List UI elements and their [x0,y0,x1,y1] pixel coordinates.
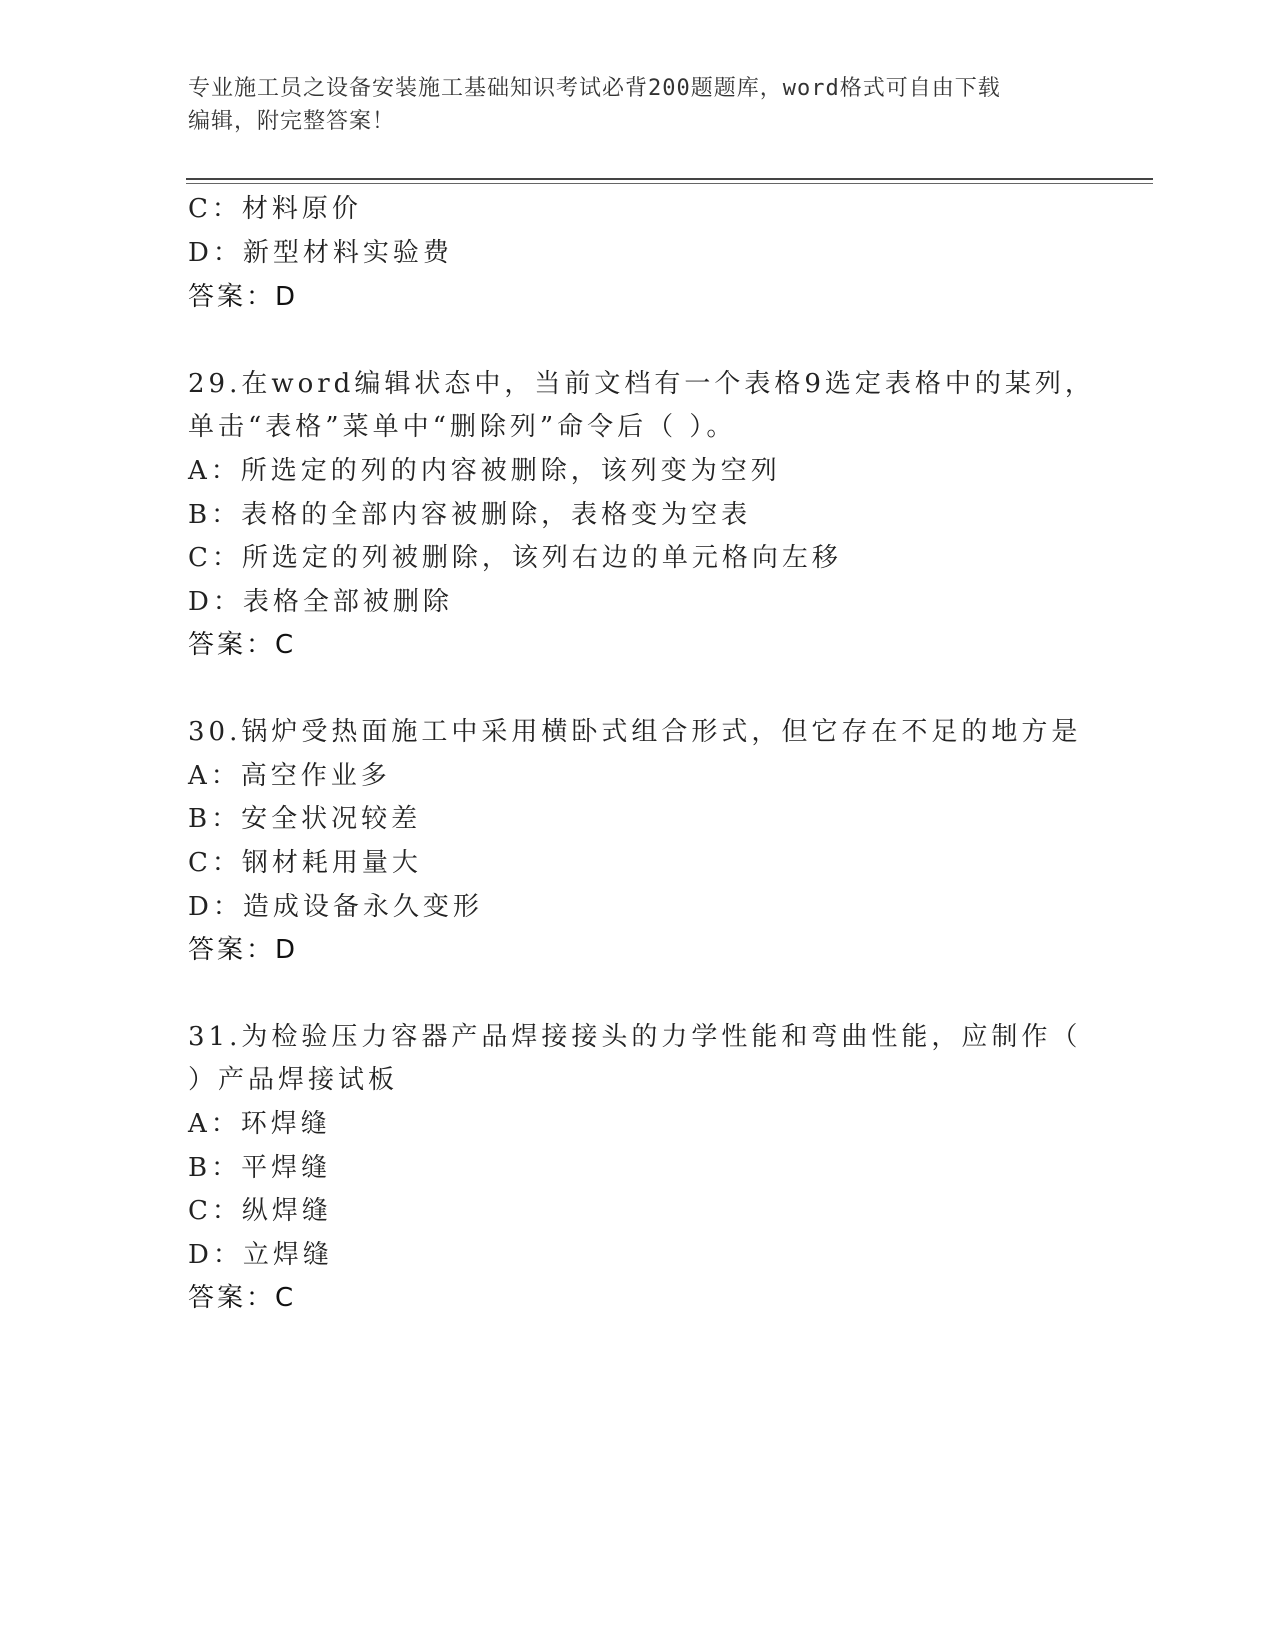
question-stem: 31.为检验压力容器产品焊接接头的力学性能和弯曲性能，应制作（ [188,1022,1082,1052]
option-d: D：表格全部被删除 [188,587,453,617]
option-c: C：纵焊缝 [188,1196,332,1226]
option-b: B：表格的全部内容被删除，表格变为空表 [188,500,752,530]
answer-label: 答案：C [188,630,297,660]
question-stem: 30.锅炉受热面施工中采用横卧式组合形式，但它存在不足的地方是 [188,717,1082,747]
header-title-line2: 编辑，附完整答案！ [188,109,396,134]
document-header [188,72,1068,138]
option-b: B：平焊缝 [188,1153,332,1183]
option-d: D：造成设备永久变形 [188,892,483,922]
question-stem: 29.在word编辑状态中，当前文档有一个表格9选定表格中的某列， [188,369,1095,399]
option-a: A：所选定的列的内容被删除，该列变为空列 [188,456,781,486]
option-c: C：钢材耗用量大 [188,848,422,878]
option-b: B：安全状况较差 [188,804,422,834]
header-divider-thin [186,183,1153,184]
answer-label: 答案：C [188,1283,297,1313]
answer-label: 答案：D [188,935,299,965]
answer-label: 答案：D [188,282,299,312]
option-c: C：所选定的列被删除，该列右边的单元格向左移 [188,543,842,573]
option-c: C：材料原价 [188,194,362,224]
question-stem-continued: 单击“表格”菜单中“删除列”命令后（ ）。 [188,412,737,442]
header-divider-thick [186,178,1153,180]
option-a: A：高空作业多 [188,761,391,791]
header-title-line1: 专业施工员之设备安装施工基础知识考试必背200题题库，word格式可自由下载 [188,76,1001,101]
option-d: D：立焊缝 [188,1240,333,1270]
option-d: D：新型材料实验费 [188,238,453,268]
question-stem-continued: ）产品焊接试板 [188,1065,399,1095]
option-a: A：环焊缝 [188,1109,331,1139]
